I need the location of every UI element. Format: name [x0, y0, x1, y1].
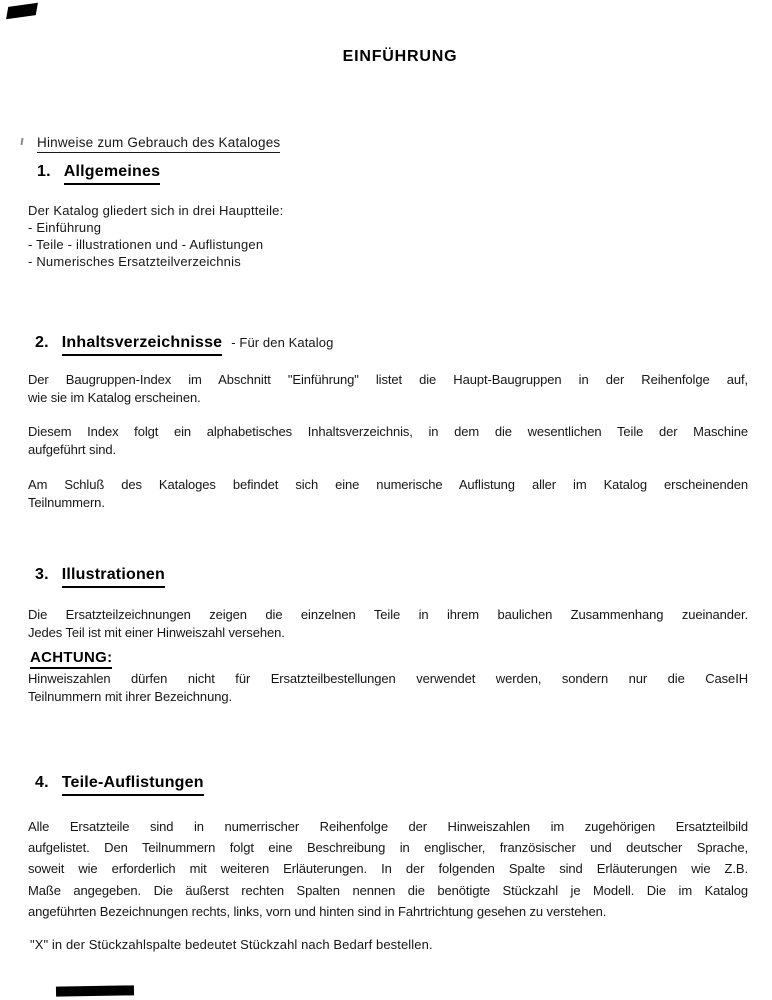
section-number: 1. — [37, 163, 51, 180]
text-line: Der Katalog gliedert sich in drei Hauptteile: — [28, 203, 284, 218]
text-line: Teilnummern mit ihrer Bezeichnung. — [28, 688, 232, 704]
text-line: Am Schluß des Kataloges befindet sich eine numerische Auflistung aller im Katalog erscheinenden — [28, 477, 748, 492]
list-item: - Numerisches Ersatzteilverzeichnis — [28, 254, 241, 269]
section-heading-inhaltsverzeichnisse — [35, 334, 333, 356]
scan-artifact-top-left — [6, 3, 38, 20]
text-line: Hinweiszahlen dürfen nicht für Ersatzteilbestellungen verwendet werden, sondern nur die CaseIH — [28, 671, 748, 686]
paragraph — [28, 606, 748, 641]
text-line: Alle Ersatzteile sind in numerrischer Reihenfolge der Hinweiszahlen im zugehörigen Ersatzteilbild — [28, 819, 748, 834]
section-number: 2. — [35, 334, 49, 351]
section-number: 4. — [35, 774, 49, 791]
subtitle-text: Hinweise zum Gebrauch des Kataloges — [37, 135, 280, 153]
section-heading-text: Teile-Auflistungen — [62, 774, 204, 796]
list-item: - Einführung — [28, 220, 102, 235]
list-item: - Teile - illustrationen und - Auflistungen — [28, 237, 264, 252]
text-line: Diesem Index folgt ein alphabetisches Inhaltsverzeichnis, in dem die wesentlichen Teile der Maschine — [28, 424, 748, 439]
text-line: angeführten Bezeichnungen rechts, links, vorn und hinten sind in Fahrtrichtung gesehen zu verstehen. — [28, 903, 607, 919]
text-line: aufgelistet. Den Teilnummern folgt eine Beschreibung in englischer, französischer und deutscher Sprache, — [28, 840, 748, 856]
warning-label: ACHTUNG: — [30, 649, 112, 669]
text-line: aufgeführt sind. — [28, 441, 117, 457]
section-heading-illustrationen — [35, 566, 165, 588]
paragraph — [28, 423, 748, 458]
section-heading-text: Illustrationen — [62, 566, 165, 588]
scan-artifact-tick — [20, 138, 23, 145]
section-heading-text: Inhaltsverzeichnisse — [62, 334, 223, 356]
warning-heading — [30, 649, 112, 669]
subtitle — [37, 135, 280, 150]
text-line: Jedes Teil ist mit einer Hinweiszahl versehen. — [28, 624, 285, 640]
section-heading-allgemeines — [37, 163, 160, 185]
text-line: Der Baugruppen-Index im Abschnitt "Einführung" listet die Haupt-Baugruppen in der Reihenfolge auf, — [28, 372, 748, 387]
paragraph — [28, 816, 748, 922]
text-line: Maße angegeben. Die äußerst rechten Spalten nennen die benötigte Stückzahl je Modell. Die im Katalog — [28, 882, 748, 898]
text-line: wie sie im Katalog erscheinen. — [28, 389, 201, 405]
footnote: "X" in der Stückzahlspalte bedeutet Stückzahl nach Bedarf bestellen. — [30, 937, 433, 952]
section-heading-suffix: - Für den Katalog — [231, 335, 334, 350]
page-title: EINFÜHRUNG — [342, 48, 458, 65]
section-heading-text: Allgemeines — [64, 163, 160, 185]
section-heading-teile-auflistungen — [35, 774, 204, 796]
text-line: Die Ersatzteilzeichnungen zeigen die einzelnen Teile in ihrem baulichen Zusammenhang zueinander. — [28, 607, 748, 622]
warning-paragraph — [28, 670, 748, 705]
paragraph — [28, 476, 748, 511]
section-allgemeines-body — [28, 202, 748, 270]
paragraph — [28, 371, 748, 406]
scan-artifact-bottom-bar — [56, 985, 134, 996]
section-number: 3. — [35, 566, 49, 583]
text-line: Teilnummern. — [28, 494, 105, 510]
text-line: soweit wie erforderlich mit weiteren Erläuterungen. In der folgenden Spalte sind Erläuterungen wie Z.B. — [28, 861, 748, 877]
